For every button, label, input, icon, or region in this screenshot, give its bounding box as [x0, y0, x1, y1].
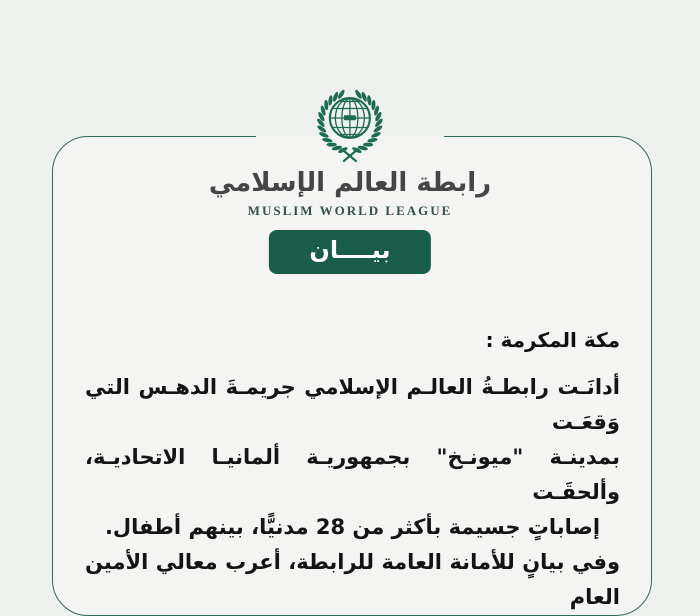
statement-paragraph: [85, 370, 620, 615]
brand-english-name: MUSLIM WORLD LEAGUE: [247, 203, 453, 218]
statement-banner-label: بيــــان: [309, 236, 391, 264]
statement-line: وفي بيانٍ للأمانة العامة للرابطة، أعرب معالي الأمين العام: [85, 550, 620, 609]
dateline: مكة المكرمة :: [485, 328, 620, 352]
brand-block: [209, 84, 491, 274]
brand-arabic-name: رابطة العالم الإسلامي: [208, 168, 492, 198]
statement-line: أدانَـت رابطـةُ العالـم الإسلامي جريمـةَ الدهـس التي وَقعَـت: [85, 375, 620, 434]
statement-line: بمدينـة "ميونـخ" بجمهوريـة ألمانيـا الاتحاديـة، وألحقَـت: [85, 445, 620, 504]
laurel-wreath-globe-icon: [300, 84, 400, 164]
globe-band: [344, 115, 356, 120]
statement-line: إصاباتٍ جسيمة بأكثر من 28 مدنيًّا، بينهم أطفال.: [104, 515, 601, 539]
statement-banner: [269, 230, 431, 274]
